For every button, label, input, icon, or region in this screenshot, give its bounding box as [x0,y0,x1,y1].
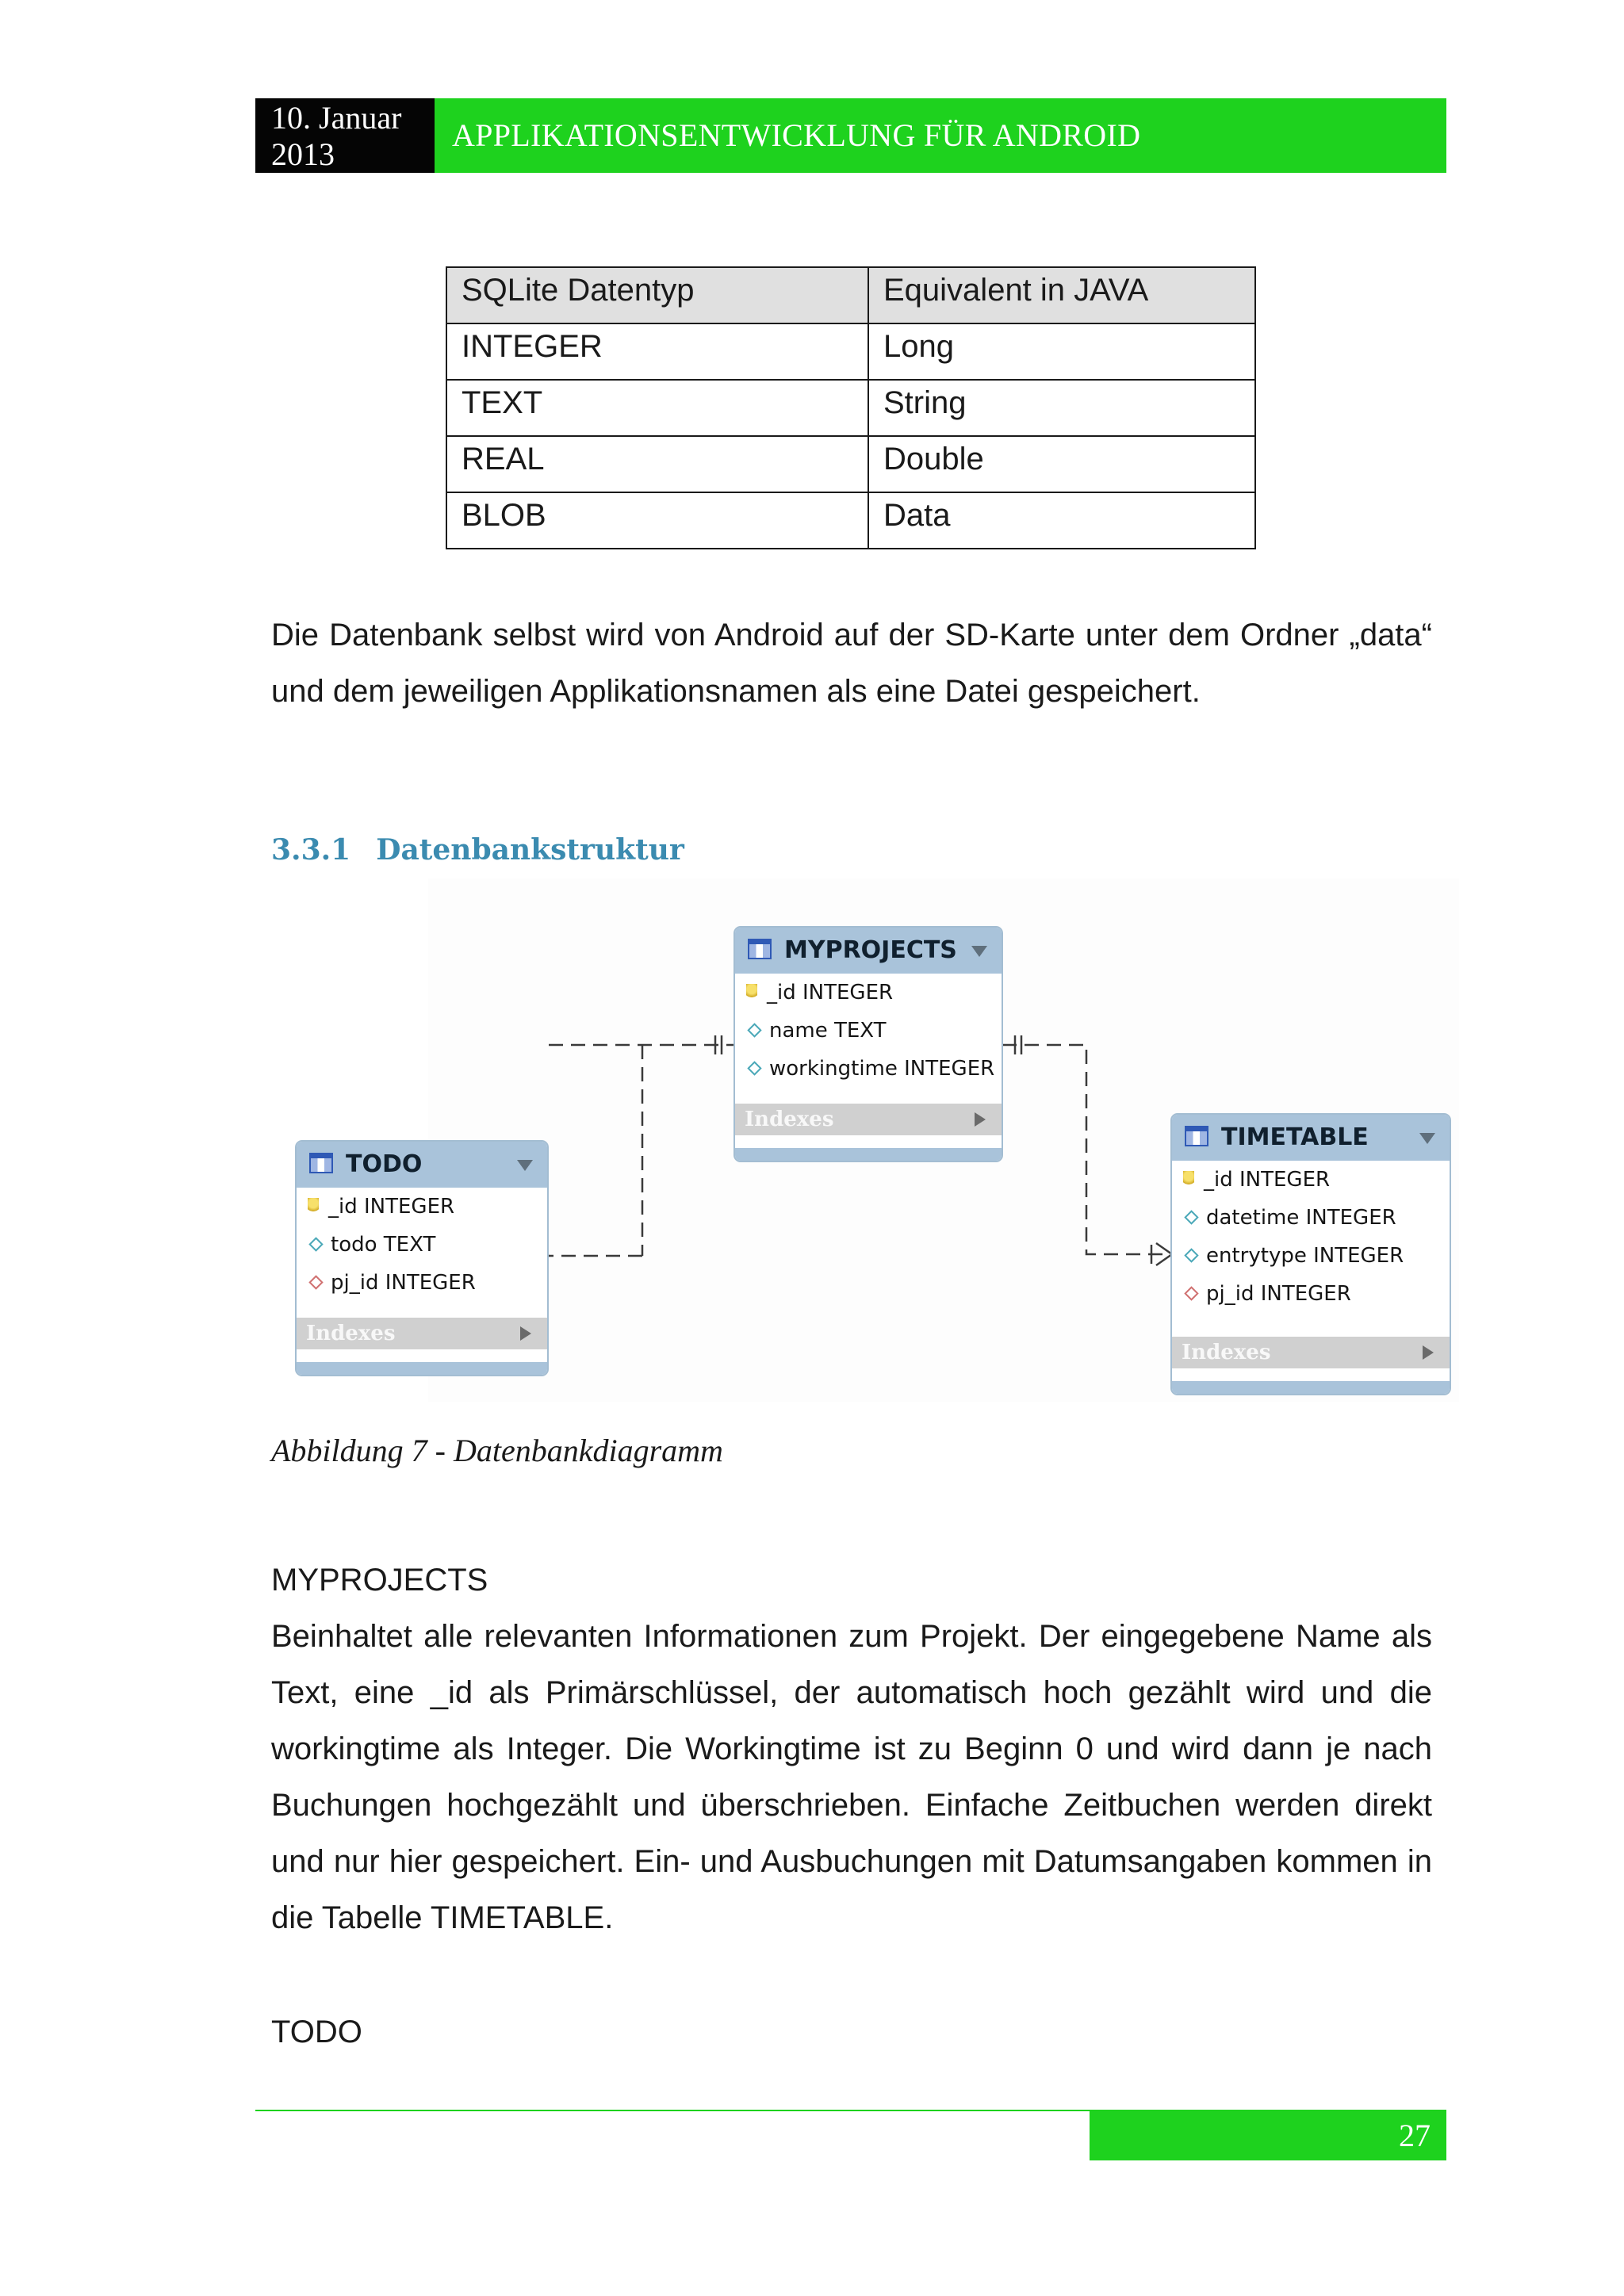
indexes-label: Indexes [306,1322,396,1345]
entity-title: TODO [346,1150,423,1178]
page-number: 27 [1090,2111,1446,2160]
one-mark-myprojects-right [1015,1035,1021,1054]
table-cell: Long [868,323,1255,380]
column-icon [1184,1210,1198,1224]
entity-title: MYPROJECTS [784,936,957,964]
table-icon [1185,1126,1208,1146]
column-row [1172,1161,1450,1199]
column-icon [747,1023,761,1037]
column-row [1172,1199,1450,1237]
column-row [1172,1237,1450,1275]
table-row [446,492,1255,549]
column-label: pj_id INTEGER [1206,1282,1351,1306]
relation-myprojects-timetable [1002,1045,1169,1254]
indexes-label: Indexes [1182,1341,1271,1364]
entity-timetable [1170,1113,1451,1395]
table-cell: Double [868,436,1255,492]
column-row [735,1012,1002,1050]
figure-caption: Abbildung 7 - Datenbankdiagramm [271,1433,723,1468]
column-label: _id INTEGER [1204,1168,1331,1192]
paragraph-storage: Die Datenbank selbst wird von Android auf der SD-Karte unter dem Ordner „data“ und dem jeweiligen Applikationsnamen als eine Datei gespeichert. [271,618,1432,709]
section-number: 3.3.1 [271,833,351,867]
entity-title: TIMETABLE [1221,1123,1369,1151]
table-cell: REAL [446,436,868,492]
collapse-arrow-icon [971,946,987,957]
entity-footer [735,1148,1002,1161]
table-row [446,436,1255,492]
table-row [446,380,1255,436]
er-diagram [306,878,1459,1402]
table-row [446,323,1255,380]
column-label: name TEXT [769,1019,887,1043]
primary-key-icon [308,1198,319,1215]
column-row [297,1264,547,1302]
foreign-key-icon [308,1275,323,1289]
indexes-bar [735,1104,1002,1135]
foreign-key-icon [1184,1286,1198,1300]
table-cell: BLOB [446,492,868,549]
column-label: todo TEXT [331,1233,436,1257]
collapse-arrow-icon [517,1160,533,1171]
primary-key-icon [1183,1171,1194,1188]
header-date-line2: 2013 [271,136,335,172]
table-cell: INTEGER [446,323,868,380]
column-label: workingtime INTEGER [769,1057,995,1081]
header-title: APPLIKATIONSENTWICKLUNG FÜR ANDROID [435,98,1446,173]
relation-todo-myprojects [549,1045,733,1256]
todo-label: TODO [271,2015,362,2049]
entity-header [1172,1115,1450,1161]
section-title: Datenbankstruktur [376,833,684,867]
column-label: pj_id INTEGER [331,1271,476,1295]
indexes-bar [1172,1337,1450,1368]
primary-key-icon [746,984,757,1001]
entity-header [735,928,1002,974]
entity-footer [1172,1381,1450,1394]
table-icon [748,939,772,959]
header-date [255,98,435,173]
table-cell: Data [868,492,1255,549]
table-header-row [446,267,1255,323]
column-label: _id INTEGER [767,981,894,1004]
column-label: _id INTEGER [328,1195,455,1219]
expand-arrow-icon [520,1326,531,1341]
expand-arrow-icon [975,1112,986,1127]
entity-header [297,1142,547,1188]
indexes-bar [297,1318,547,1349]
column-label: entrytype INTEGER [1206,1244,1404,1268]
table-cell: TEXT [446,380,868,436]
table-cell: String [868,380,1255,436]
column-icon [1184,1248,1198,1262]
column-row [1172,1275,1450,1313]
column-row [297,1188,547,1226]
column-label: datetime INTEGER [1206,1206,1396,1230]
section-heading [271,825,684,875]
table-icon [309,1153,333,1173]
header-date-line1: 10. Januar [271,100,402,136]
table-header-cell: SQLite Datentyp [446,267,868,323]
expand-arrow-icon [1423,1345,1434,1360]
table-header-cell: Equivalent in JAVA [868,267,1255,323]
column-row [735,974,1002,1012]
collapse-arrow-icon [1419,1133,1435,1144]
column-icon [308,1237,323,1251]
entity-myprojects [733,926,1003,1162]
column-row [297,1226,547,1264]
sqlite-type-table [446,266,1256,549]
indexes-label: Indexes [745,1108,834,1131]
column-icon [747,1061,761,1075]
entity-footer [297,1362,547,1375]
myprojects-description: Beinhaltet alle relevanten Informationen zum Projekt. Der eingegebene Name als Text, eine _id als Primärschlüssel, der automatisch hoch gezählt wird und die workingtime als Integer. Die Workingtime ist zu Beginn 0 und wird dann je nach Buchungen hochgezählt und überschrieben. Einfache Zeitbuchen werden direkt und nur hier gespeichert. Ein- und Ausbuchungen mit Datumsangaben kommen in die Tabelle TIMETABLE. [271,1619,1432,1935]
entity-todo [295,1140,549,1376]
myprojects-label: MYPROJECTS [271,1563,488,1598]
column-row [735,1050,1002,1088]
